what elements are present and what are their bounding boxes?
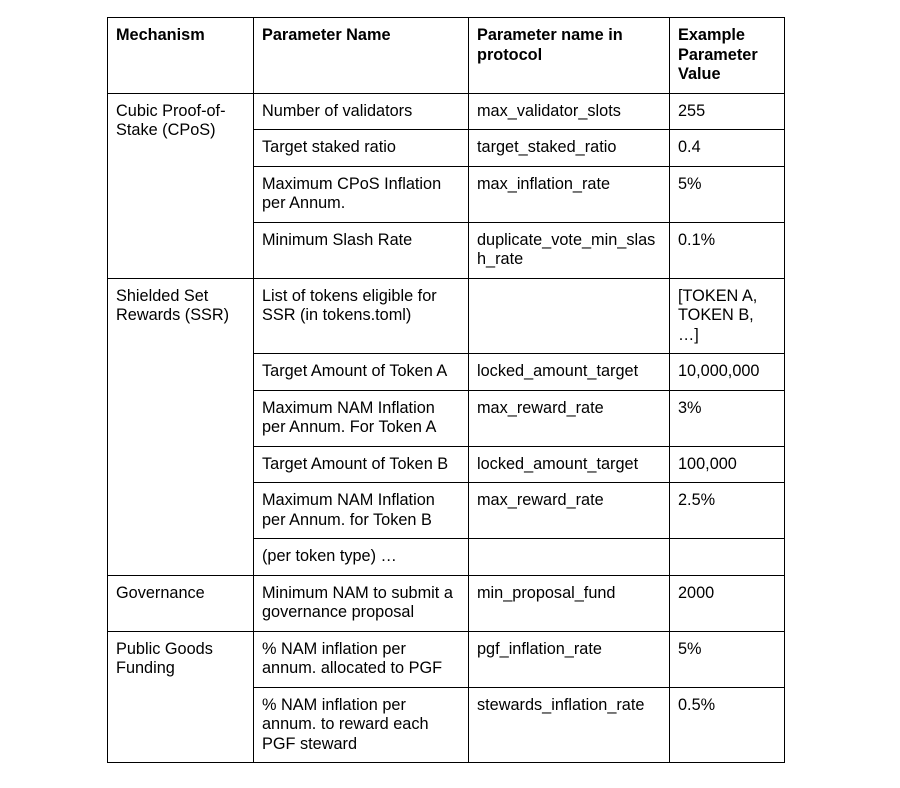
header-parameter-name: Parameter Name bbox=[254, 18, 469, 94]
example-value-cell: 100,000 bbox=[670, 446, 785, 483]
example-value-cell: 255 bbox=[670, 93, 785, 130]
example-value-cell: 5% bbox=[670, 166, 785, 222]
parameter-name-cell: Maximum CPoS Inflation per Annum. bbox=[254, 166, 469, 222]
header-row bbox=[108, 18, 785, 94]
protocol-name-cell: min_proposal_fund bbox=[469, 575, 670, 631]
parameter-name-cell: Target staked ratio bbox=[254, 130, 469, 167]
protocol-name-cell: stewards_inflation_rate bbox=[469, 687, 670, 763]
header-mechanism: Mechanism bbox=[108, 18, 254, 94]
mechanism-cell-governance: Governance bbox=[108, 575, 254, 631]
example-value-cell: 0.1% bbox=[670, 222, 785, 278]
parameter-name-cell: Number of validators bbox=[254, 93, 469, 130]
mechanism-cell-cpos: Cubic Proof-of-Stake (CPoS) bbox=[108, 93, 254, 278]
parameter-name-cell: List of tokens eligible for SSR (in tokens.toml) bbox=[254, 278, 469, 354]
example-value-cell: [TOKEN A, TOKEN B, …] bbox=[670, 278, 785, 354]
example-value-cell: 2.5% bbox=[670, 483, 785, 539]
protocol-name-cell: locked_amount_target bbox=[469, 354, 670, 391]
protocol-name-cell: duplicate_vote_min_slash_rate bbox=[469, 222, 670, 278]
example-value-cell: 0.4 bbox=[670, 130, 785, 167]
example-value-cell: 0.5% bbox=[670, 687, 785, 763]
protocol-name-cell bbox=[469, 278, 670, 354]
mechanism-cell-ssr: Shielded Set Rewards (SSR) bbox=[108, 278, 254, 575]
parameter-name-cell: Target Amount of Token B bbox=[254, 446, 469, 483]
parameter-name-cell: Maximum NAM Inflation per Annum. for Token B bbox=[254, 483, 469, 539]
example-value-cell: 5% bbox=[670, 631, 785, 687]
parameter-name-cell: Maximum NAM Inflation per Annum. For Token A bbox=[254, 390, 469, 446]
parameter-name-cell: % NAM inflation per annum. allocated to PGF bbox=[254, 631, 469, 687]
table-row bbox=[108, 278, 785, 354]
protocol-name-cell: max_validator_slots bbox=[469, 93, 670, 130]
protocol-name-cell bbox=[469, 539, 670, 576]
example-value-cell: 3% bbox=[670, 390, 785, 446]
protocol-name-cell: max_reward_rate bbox=[469, 390, 670, 446]
parameter-name-cell: % NAM inflation per annum. to reward each PGF steward bbox=[254, 687, 469, 763]
parameter-name-cell: Minimum NAM to submit a governance proposal bbox=[254, 575, 469, 631]
table-row bbox=[108, 575, 785, 631]
parameters-table bbox=[107, 17, 785, 763]
example-value-cell: 2000 bbox=[670, 575, 785, 631]
example-value-cell bbox=[670, 539, 785, 576]
parameter-name-cell: Target Amount of Token A bbox=[254, 354, 469, 391]
protocol-name-cell: max_inflation_rate bbox=[469, 166, 670, 222]
example-value-cell: 10,000,000 bbox=[670, 354, 785, 391]
parameter-name-cell: Minimum Slash Rate bbox=[254, 222, 469, 278]
header-protocol-name: Parameter name in protocol bbox=[469, 18, 670, 94]
table-row bbox=[108, 631, 785, 687]
header-example-value: Example Parameter Value bbox=[670, 18, 785, 94]
parameter-name-cell: (per token type) … bbox=[254, 539, 469, 576]
protocol-name-cell: locked_amount_target bbox=[469, 446, 670, 483]
protocol-name-cell: max_reward_rate bbox=[469, 483, 670, 539]
protocol-name-cell: target_staked_ratio bbox=[469, 130, 670, 167]
mechanism-cell-pgf: Public Goods Funding bbox=[108, 631, 254, 763]
protocol-name-cell: pgf_inflation_rate bbox=[469, 631, 670, 687]
table-row bbox=[108, 93, 785, 130]
